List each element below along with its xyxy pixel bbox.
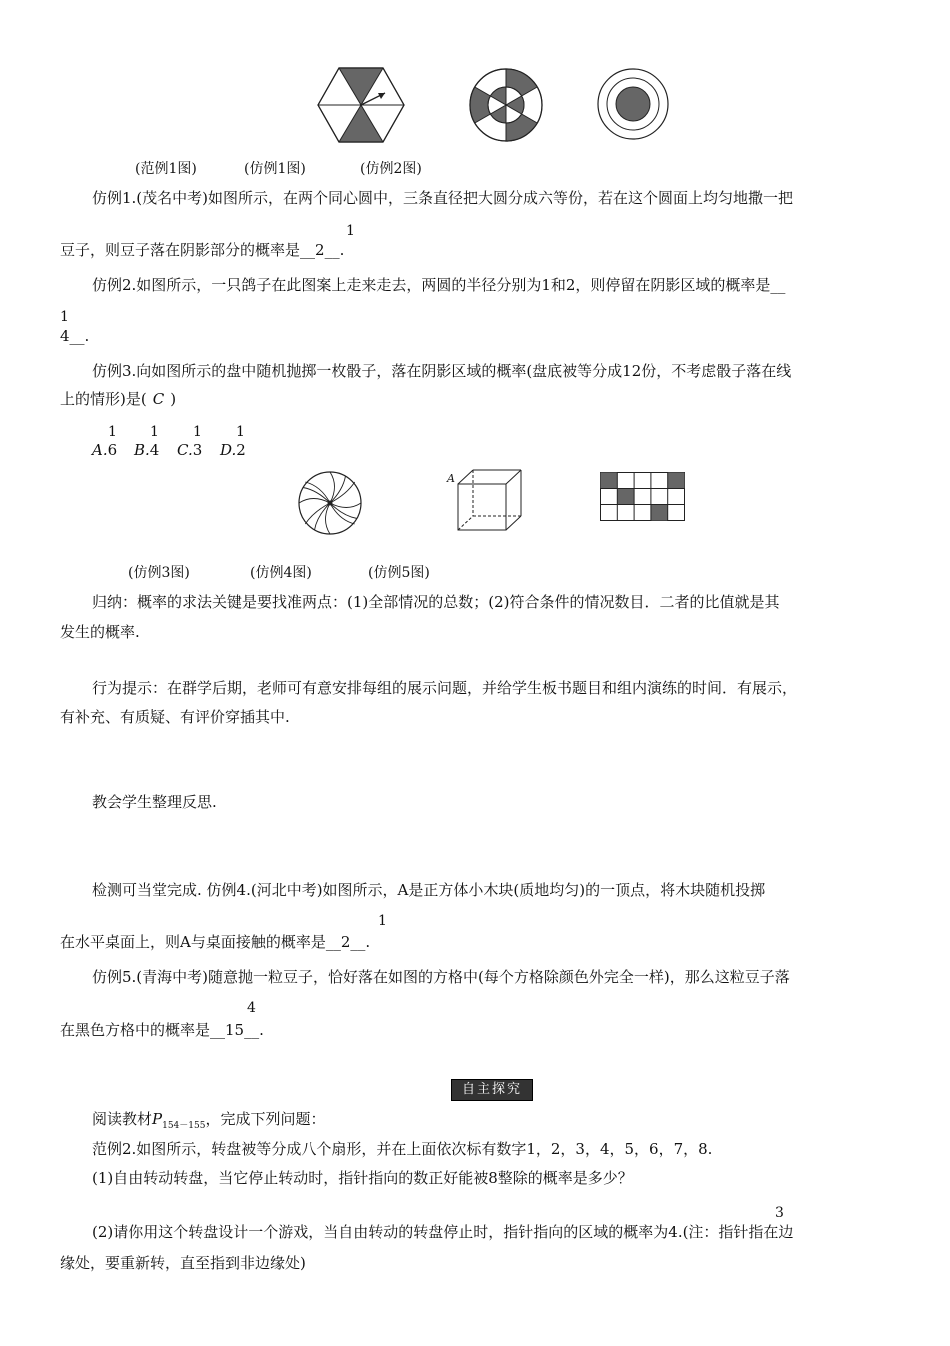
target-circles-figure (596, 67, 670, 141)
option-d-num: 1 (236, 424, 245, 440)
ex3-line2: 上的情形)是( C ) (60, 390, 177, 408)
ex2-fraction-den: 4__. (60, 327, 90, 345)
option-c: C.3 (177, 441, 203, 459)
caption-fangli1: (仿例1图) (244, 161, 306, 177)
ex3-answer: C (152, 390, 165, 408)
ex5-line1: 仿例5.(青海中考)随意抛一粒豆子，恰好落在如图的方格中(每个方格除颜色外完全一样)，那么这粒豆子落 (92, 968, 790, 986)
fan2-q2-line2: 缘处，要重新转，直至指到非边缘处) (60, 1254, 306, 1272)
concentric-sectors-figure (468, 67, 544, 143)
caption-fangli4: (仿例4图) (250, 565, 312, 581)
ex5-fraction-den: 15 (225, 1021, 245, 1039)
ex1-line2: 豆子，则豆子落在阴影部分的概率是__2__. (60, 241, 345, 259)
behavior-line2: 有补充、有质疑、有评价穿插其中. (60, 708, 290, 726)
fan2-q2: (2)请你用这个转盘设计一个游戏，当自由转动的转盘停止时，指针指向的区域的概率为4.(注：指针指在边 (92, 1223, 794, 1241)
fan2-q1: (1)自由转动转盘，当它停止转动时，指针指向的数正好能被8整除的概率是多少？ (92, 1169, 633, 1187)
caption-fangli5: (仿例5图) (368, 565, 430, 581)
option-d: D.2 (220, 441, 246, 459)
caption-fanli1: (范例1图) (135, 161, 197, 177)
swirl-disc-figure (297, 470, 363, 536)
option-b-num: 1 (150, 424, 159, 440)
ex1-fraction-den: 2 (315, 241, 325, 259)
ex4-line1: 检测可当堂完成. 仿例4.(河北中考)如图所示，A是正方体小木块(质地均匀)的一顶点，将木块随机投掷 (92, 881, 766, 899)
cube-vertex-label: A (447, 472, 455, 485)
option-b: B.4 (134, 441, 160, 459)
behavior-line1: 行为提示：在群学后期，老师可有意安排每组的展示问题，并给学生板书题目和组内演练的时间．有展示， (92, 679, 798, 697)
option-a-num: 1 (108, 424, 117, 440)
caption-fangli3: (仿例3图) (128, 565, 190, 581)
ex5-fraction-num: 4 (247, 1000, 256, 1016)
reflect-text: 教会学生整理反思. (92, 793, 217, 811)
ex3-line1: 仿例3.向如图所示的盘中随机抛掷一枚骰子，落在阴影区域的概率(盘底被等分成12份，不考虑骰子落在线 (92, 362, 792, 380)
ex4-fraction-num: 1 (378, 913, 387, 929)
caption-fangli2: (仿例2图) (360, 161, 422, 177)
ex4-line2: 在水平桌面上，则A与桌面接触的概率是__2__. (60, 933, 371, 951)
option-a: A.6 (92, 441, 118, 459)
ex1-line1: 仿例1.(茂名中考)如图所示，在两个同心圆中，三条直径把大圆分成六等份，若在这个圆面上均匀地撒一把 (92, 189, 794, 207)
hexagon-spinner-figure (315, 65, 407, 145)
fan2-fraction-den: 4 (668, 1223, 678, 1241)
summary-line1: 归纳：概率的求法关键是要找准两点：(1)全部情况的总数；(2)符合条件的情况数目．二者的比值就是其 (92, 593, 780, 611)
summary-line2: 发生的概率. (60, 623, 140, 641)
ex2-fraction-num: 1 (60, 309, 69, 325)
fan2-line1: 范例2.如图所示，转盘被等分成八个扇形，并在上面依次标有数字1，2，3，4，5，6，7，8. (92, 1140, 713, 1158)
grid-squares-figure (600, 472, 686, 522)
section-badge: 自主探究 (451, 1079, 533, 1101)
ex2-line1: 仿例2.如图所示，一只鸽子在此图案上走来走去，两圆的半径分别为1和2，则停留在阴影区域的概率是__ (92, 276, 786, 294)
ex1-fraction-num: 1 (346, 223, 355, 239)
reading-line: 阅读教材$P_{154-155}$，完成下列问题： (92, 1110, 326, 1131)
cube-figure (445, 467, 525, 533)
ex5-line2: 在黑色方格中的概率是__15__. (60, 1021, 264, 1039)
option-c-num: 1 (193, 424, 202, 440)
fan2-fraction-num: 3 (775, 1205, 784, 1221)
ex4-fraction-den: 2 (340, 933, 351, 951)
